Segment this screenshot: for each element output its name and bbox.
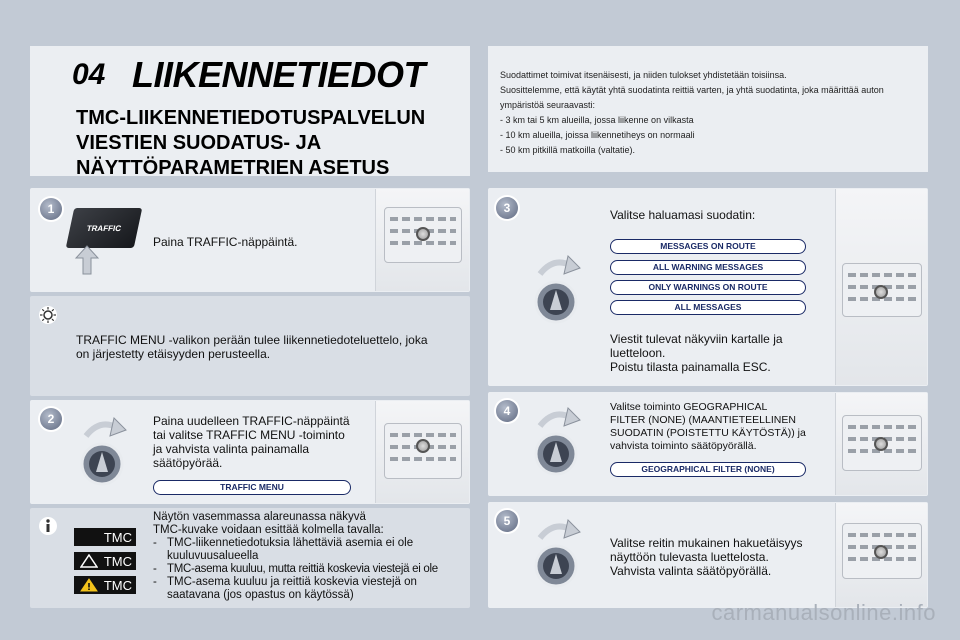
press-arrow-icon (72, 244, 102, 276)
filter-info-text: Suodattimet toimivat itsenäisesti, ja niiden tulokset yhdistetään toisiinsa. Suosittelemme, että käytät yhtä suodatinta reittiä varten, ja yhtä suodatinta, joka määrittää auton ympäristöä seuraavasti: - 3 km tai 5 km alueilla, jossa liikenne on vilkasta - 10 km alueilla, joissa liikennetiheys on normaali - 50 km pitkillä matkoilla (valtatie). (500, 70, 884, 155)
filter-all-messages[interactable]: ALL MESSAGES (610, 300, 806, 315)
watermark: carmanualsonline.info (711, 600, 936, 625)
control-knob-icon (874, 437, 888, 451)
control-knob-icon (416, 439, 430, 453)
step2-text: Paina uudelleen TRAFFIC-näppäintä tai valitse TRAFFIC MENU -toiminto ja vahvista valinta painamalla säätöpyörää. (153, 414, 350, 470)
warning-outline-icon (80, 554, 98, 568)
control-knob-icon (874, 545, 888, 559)
radio-illustration (375, 401, 469, 503)
step3-text: Viestit tulevat näkyviin kartalle ja luetteloon. Poistu tilasta painamalla ESC. (610, 332, 783, 374)
control-knob-icon (416, 227, 430, 241)
control-knob-icon (874, 285, 888, 299)
tmc-icon-messages: TMC (74, 576, 136, 594)
geographical-filter-pill[interactable]: GEOGRAPHICAL FILTER (NONE) (610, 462, 806, 477)
tip-text: TRAFFIC MENU -valikon perään tulee liikennetiedoteluettelo, joka on järjestetty etäisyyden perusteella. (76, 333, 428, 361)
radio-illustration (375, 189, 469, 291)
tmc-icon-no-messages: TMC (74, 552, 136, 570)
radio-illustration (835, 393, 927, 495)
rotary-knob-icon (532, 404, 584, 484)
info-icon (38, 516, 58, 536)
chapter-title: LIIKENNETIEDOT (132, 54, 426, 95)
step3-badge: 3 (496, 197, 518, 219)
rotary-knob-icon (78, 414, 130, 494)
traffic-menu-pill[interactable]: TRAFFIC MENU (153, 480, 351, 495)
step5-badge: 5 (496, 510, 518, 532)
step5-text: Valitse reitin mukainen hakuetäisyys näyttöön tulevasta luettelosta. Vahvista valinta säätöpyörällä. (610, 536, 803, 578)
step2-badge: 2 (40, 408, 62, 430)
radio-illustration (835, 189, 927, 385)
rotary-knob-icon (532, 516, 584, 596)
warning-filled-icon (80, 578, 98, 592)
filter-messages-on-route[interactable]: MESSAGES ON ROUTE (610, 239, 806, 254)
filter-only-warnings-on-route[interactable]: ONLY WARNINGS ON ROUTE (610, 280, 806, 295)
radio-illustration (835, 503, 927, 607)
step1-text: Paina TRAFFIC-näppäintä. (153, 235, 298, 249)
step3-heading: Valitse haluamasi suodatin: (610, 208, 756, 222)
rotary-knob-icon (532, 252, 584, 332)
step4-badge: 4 (496, 400, 518, 422)
step1-badge: 1 (40, 198, 62, 220)
step4-text: Valitse toiminto GEOGRAPHICAL FILTER (NONE) (MAANTIETEELLINEN SUODATIN (POISTETTU KÄYTÖSTÄ)) ja vahvista toiminto säätöpyörällä. (610, 401, 806, 452)
tmc-icon-no-station: TMC (74, 528, 136, 546)
chapter-number: 04 (72, 58, 106, 91)
section-subtitle: TMC-LIIKENNETIEDOTUSPALVELUN VIESTIEN SUODATUS- JA NÄYTTÖPARAMETRIEN ASETUS (76, 107, 426, 179)
traffic-key-illustration: TRAFFIC (66, 208, 143, 248)
tmc-info-text: Näytön vasemmassa alareunassa näkyvä TMC-kuvake voidaan esittää kolmella tavalla: - TMC-liikennetiedotuksia lähettäviä asemia ei ole kuuluvuusalueella - TMC-asema kuuluu, mutta reittiä koskevia viestejä ei ole - TMC-asema kuuluu ja reittiä koskevia viestejä on saatavana (jos opastus on käytössä) (153, 511, 438, 601)
lightbulb-icon (38, 305, 58, 325)
filter-all-warning-messages[interactable]: ALL WARNING MESSAGES (610, 260, 806, 275)
